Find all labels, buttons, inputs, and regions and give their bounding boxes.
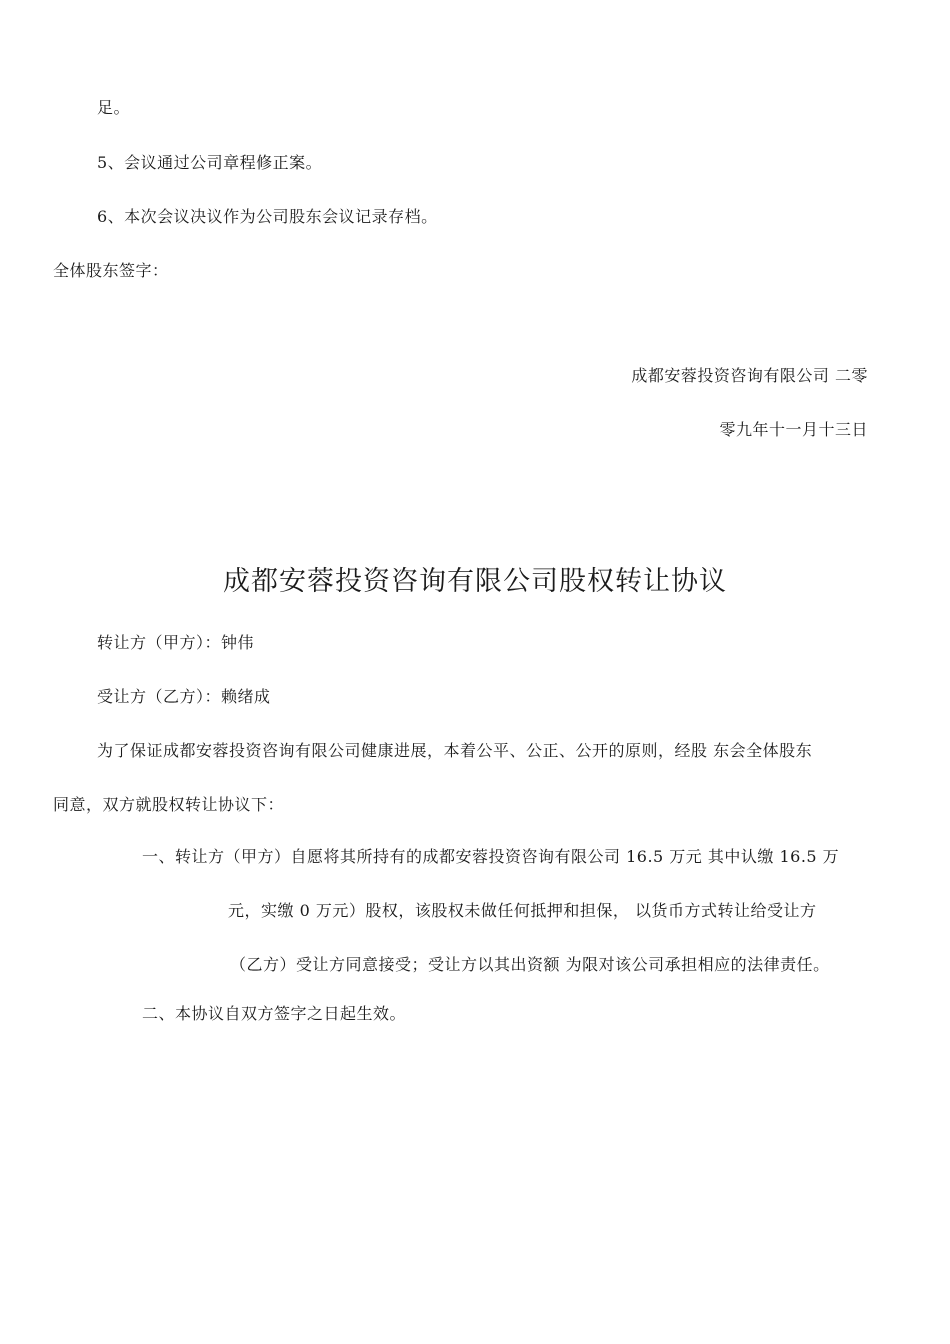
- agreement-title: 成都安蓉投资咨询有限公司股权转让协议: [223, 566, 727, 597]
- date-line: 零九年十一月十三日: [719, 420, 868, 439]
- resolution-item-6: 6、本次会议决议作为公司股东会议记录存档。: [97, 207, 438, 226]
- continued-text: 足。: [97, 98, 131, 117]
- clause-2: 二、本协议自双方签字之日起生效。: [142, 1004, 407, 1023]
- company-signature-line: 成都安蓉投资咨询有限公司 二零: [631, 366, 868, 385]
- intro-paragraph-line-1: 为了保证成都安蓉投资咨询有限公司健康进展，本着公平、公正、公开的原则，经股 东会全体股东: [97, 741, 813, 760]
- clause-1-line-3: （乙方）受让方同意接受；受让方以其出资额 为限对该公司承担相应的法律责任。: [230, 955, 830, 974]
- transferor-line: 转让方（甲方）：钟伟: [97, 633, 255, 652]
- clause-1-line-2: 元，实缴 0 万元）股权，该股权未做任何抵押和担保， 以货币方式转让给受让方: [228, 901, 817, 920]
- transferee-line: 受让方（乙方）：赖绪成: [97, 687, 271, 706]
- resolution-item-5: 5、会议通过公司章程修正案。: [97, 153, 323, 172]
- intro-paragraph-line-2: 同意，双方就股权转让协议下：: [53, 795, 285, 814]
- shareholder-signature-label: 全体股东签字：: [53, 261, 169, 280]
- clause-1-line-1: 一、转让方（甲方）自愿将其所持有的成都安蓉投资咨询有限公司 16.5 万元 其中认缴 16.5 万: [142, 847, 840, 866]
